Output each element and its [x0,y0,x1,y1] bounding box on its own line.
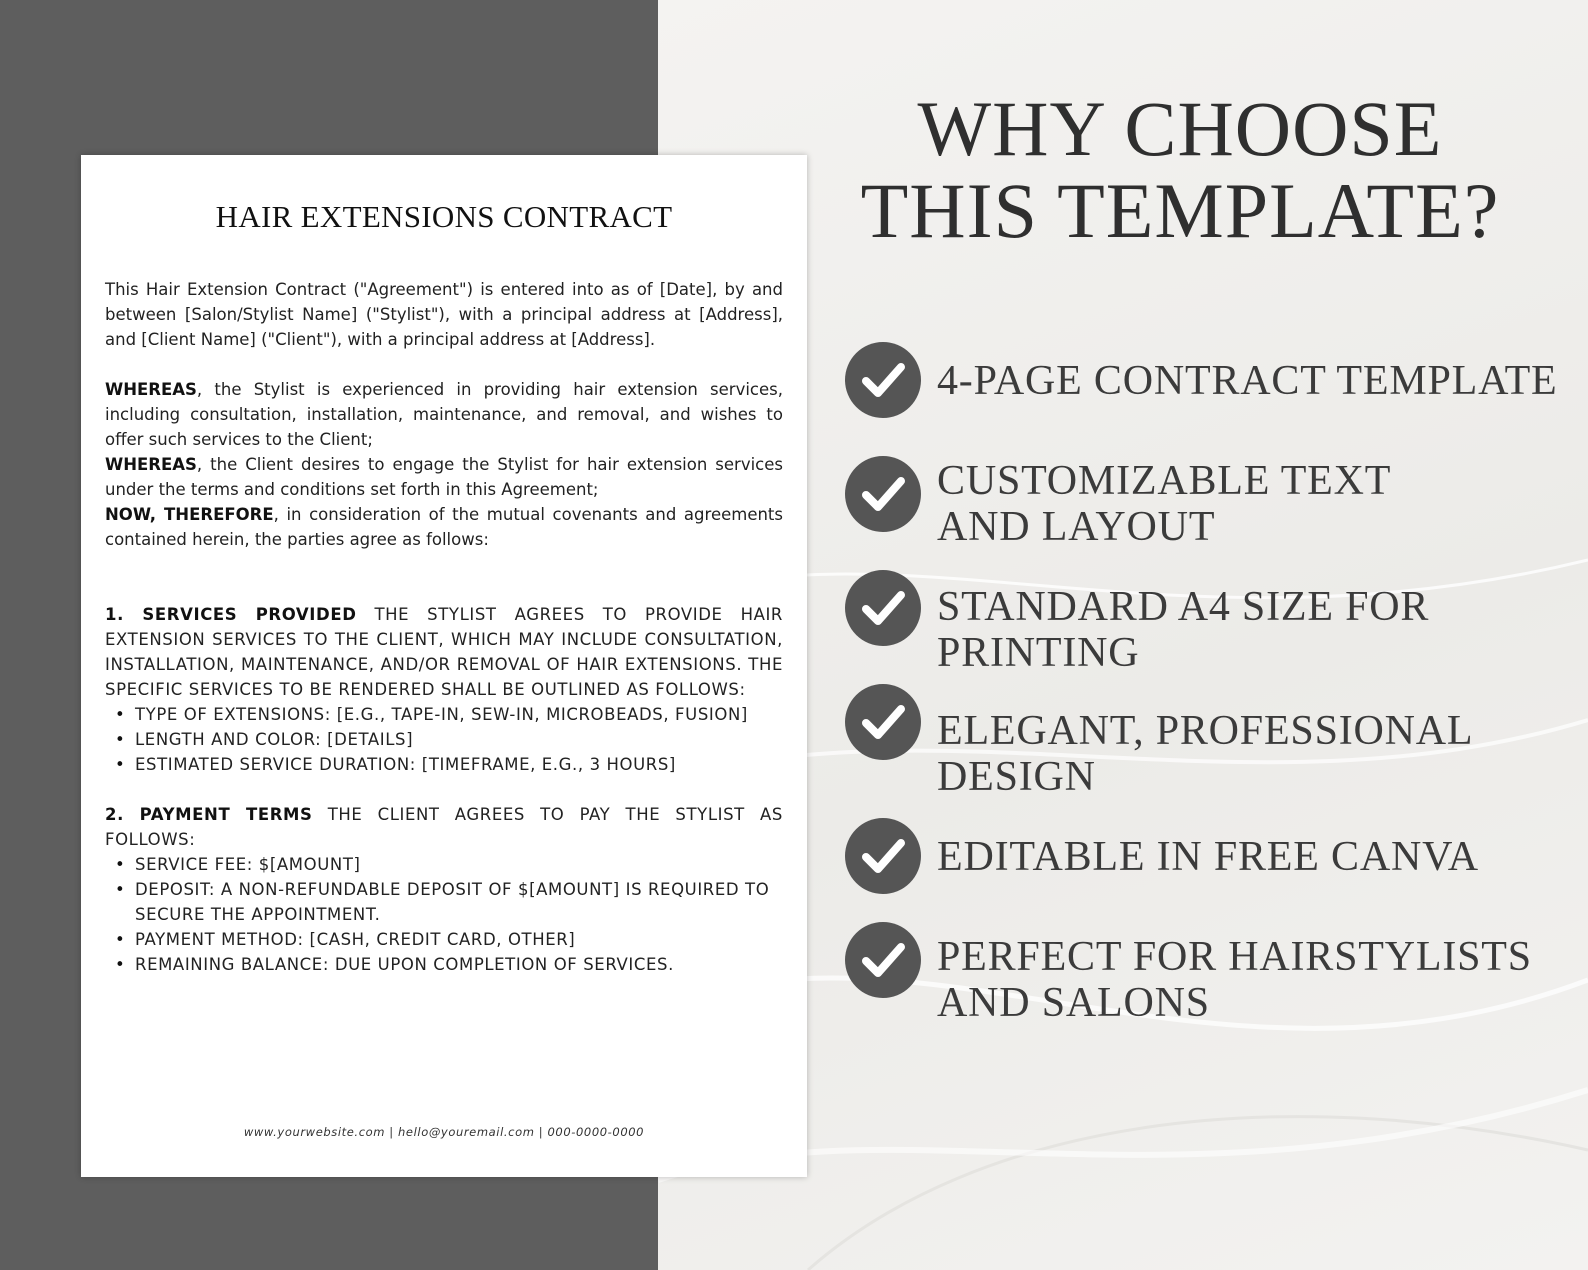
list-item: • LENGTH AND COLOR: [DETAILS] [135,727,783,752]
section1-text: THE STYLIST AGREES TO PROVIDE HAIR EXTENSION SERVICES TO THE CLIENT, WHICH MAY INCLUDE CONSULTATION, INSTALLATION, MAINTENANCE, AND/OR REMOVAL OF HAIR EXTENSIONS. THE SPECIFIC SERVICES TO BE RENDERED SHALL BE OUTLINED AS FOLLOWS: [105,605,783,699]
list-item: • ESTIMATED SERVICE DURATION: [TIMEFRAME, E.G., 3 HOURS] [135,752,783,777]
check-icon [845,342,921,418]
document-footer-contact: www.yourwebsite.com | hello@youremail.com | 000-0000-0000 [243,1125,645,1139]
whereas-text-1: , the Stylist is experienced in providing hair extension services, including consultation, installation, maintenance, and removal, and wishes to offer such services to the Client; [105,380,783,449]
now-therefore-clause [105,502,783,552]
document-title: HAIR EXTENSIONS CONTRACT [215,199,673,234]
section1-heading: 1. SERVICES PROVIDED [105,605,357,624]
check-icon [845,684,921,760]
page-heading [820,85,1540,254]
section-services-provided [105,602,783,702]
feature-label: ELEGANT, PROFESSIONAL DESIGN [937,708,1474,800]
now-therefore-lead: NOW, THEREFORE [105,505,274,524]
section2-bullet-list [105,852,783,977]
feature-label: STANDARD A4 SIZE FOR PRINTING [937,584,1430,676]
whereas-lead-1: WHEREAS [105,380,197,399]
section2-heading: 2. PAYMENT TERMS [105,805,313,824]
feature-label: 4-PAGE CONTRACT TEMPLATE [937,358,1558,404]
list-item: • REMAINING BALANCE: DUE UPON COMPLETION OF SERVICES. [135,952,783,977]
intro-paragraph: This Hair Extension Contract ("Agreement") is entered into as of [Date], by and between [Salon/Stylist Name] ("Stylist"), with a principal address at [Address], and [Client Name] ("Client"), with a principal address at [Address]. [105,280,783,349]
list-item: • DEPOSIT: A NON-REFUNDABLE DEPOSIT OF $[AMOUNT] IS REQUIRED TO SECURE THE APPOINTMENT. [135,877,783,927]
feature-label: PERFECT FOR HAIRSTYLISTS AND SALONS [937,934,1532,1026]
whereas-clause-1 [105,377,783,452]
section2-text: THE CLIENT AGREES TO PAY THE STYLIST AS FOLLOWS: [105,805,783,849]
check-icon [845,570,921,646]
list-item: • PAYMENT METHOD: [CASH, CREDIT CARD, OTHER] [135,927,783,952]
feature-label: CUSTOMIZABLE TEXT AND LAYOUT [937,458,1392,550]
check-icon [845,456,921,532]
whereas-text-2: , the Client desires to engage the Stylist for hair extension services under the terms and conditions set forth in this Agreement; [105,455,783,499]
whereas-lead-2: WHEREAS [105,455,197,474]
check-icon [845,922,921,998]
whereas-clause-2 [105,452,783,502]
heading-line-2: THIS TEMPLATE? [860,167,1500,254]
check-icon [845,818,921,894]
section1-bullet-list [105,702,783,777]
section-payment-terms [105,802,783,852]
feature-label: EDITABLE IN FREE CANVA [937,834,1479,880]
heading-line-1: WHY CHOOSE [917,85,1443,172]
contract-document-page [81,155,807,1177]
now-therefore-text: , in consideration of the mutual covenants and agreements contained herein, the parties agree as follows: [105,505,783,549]
document-body [105,277,783,977]
list-item: • TYPE OF EXTENSIONS: [E.G., TAPE-IN, SEW-IN, MICROBEADS, FUSION] [135,702,783,727]
list-item: • SERVICE FEE: $[AMOUNT] [135,852,783,877]
